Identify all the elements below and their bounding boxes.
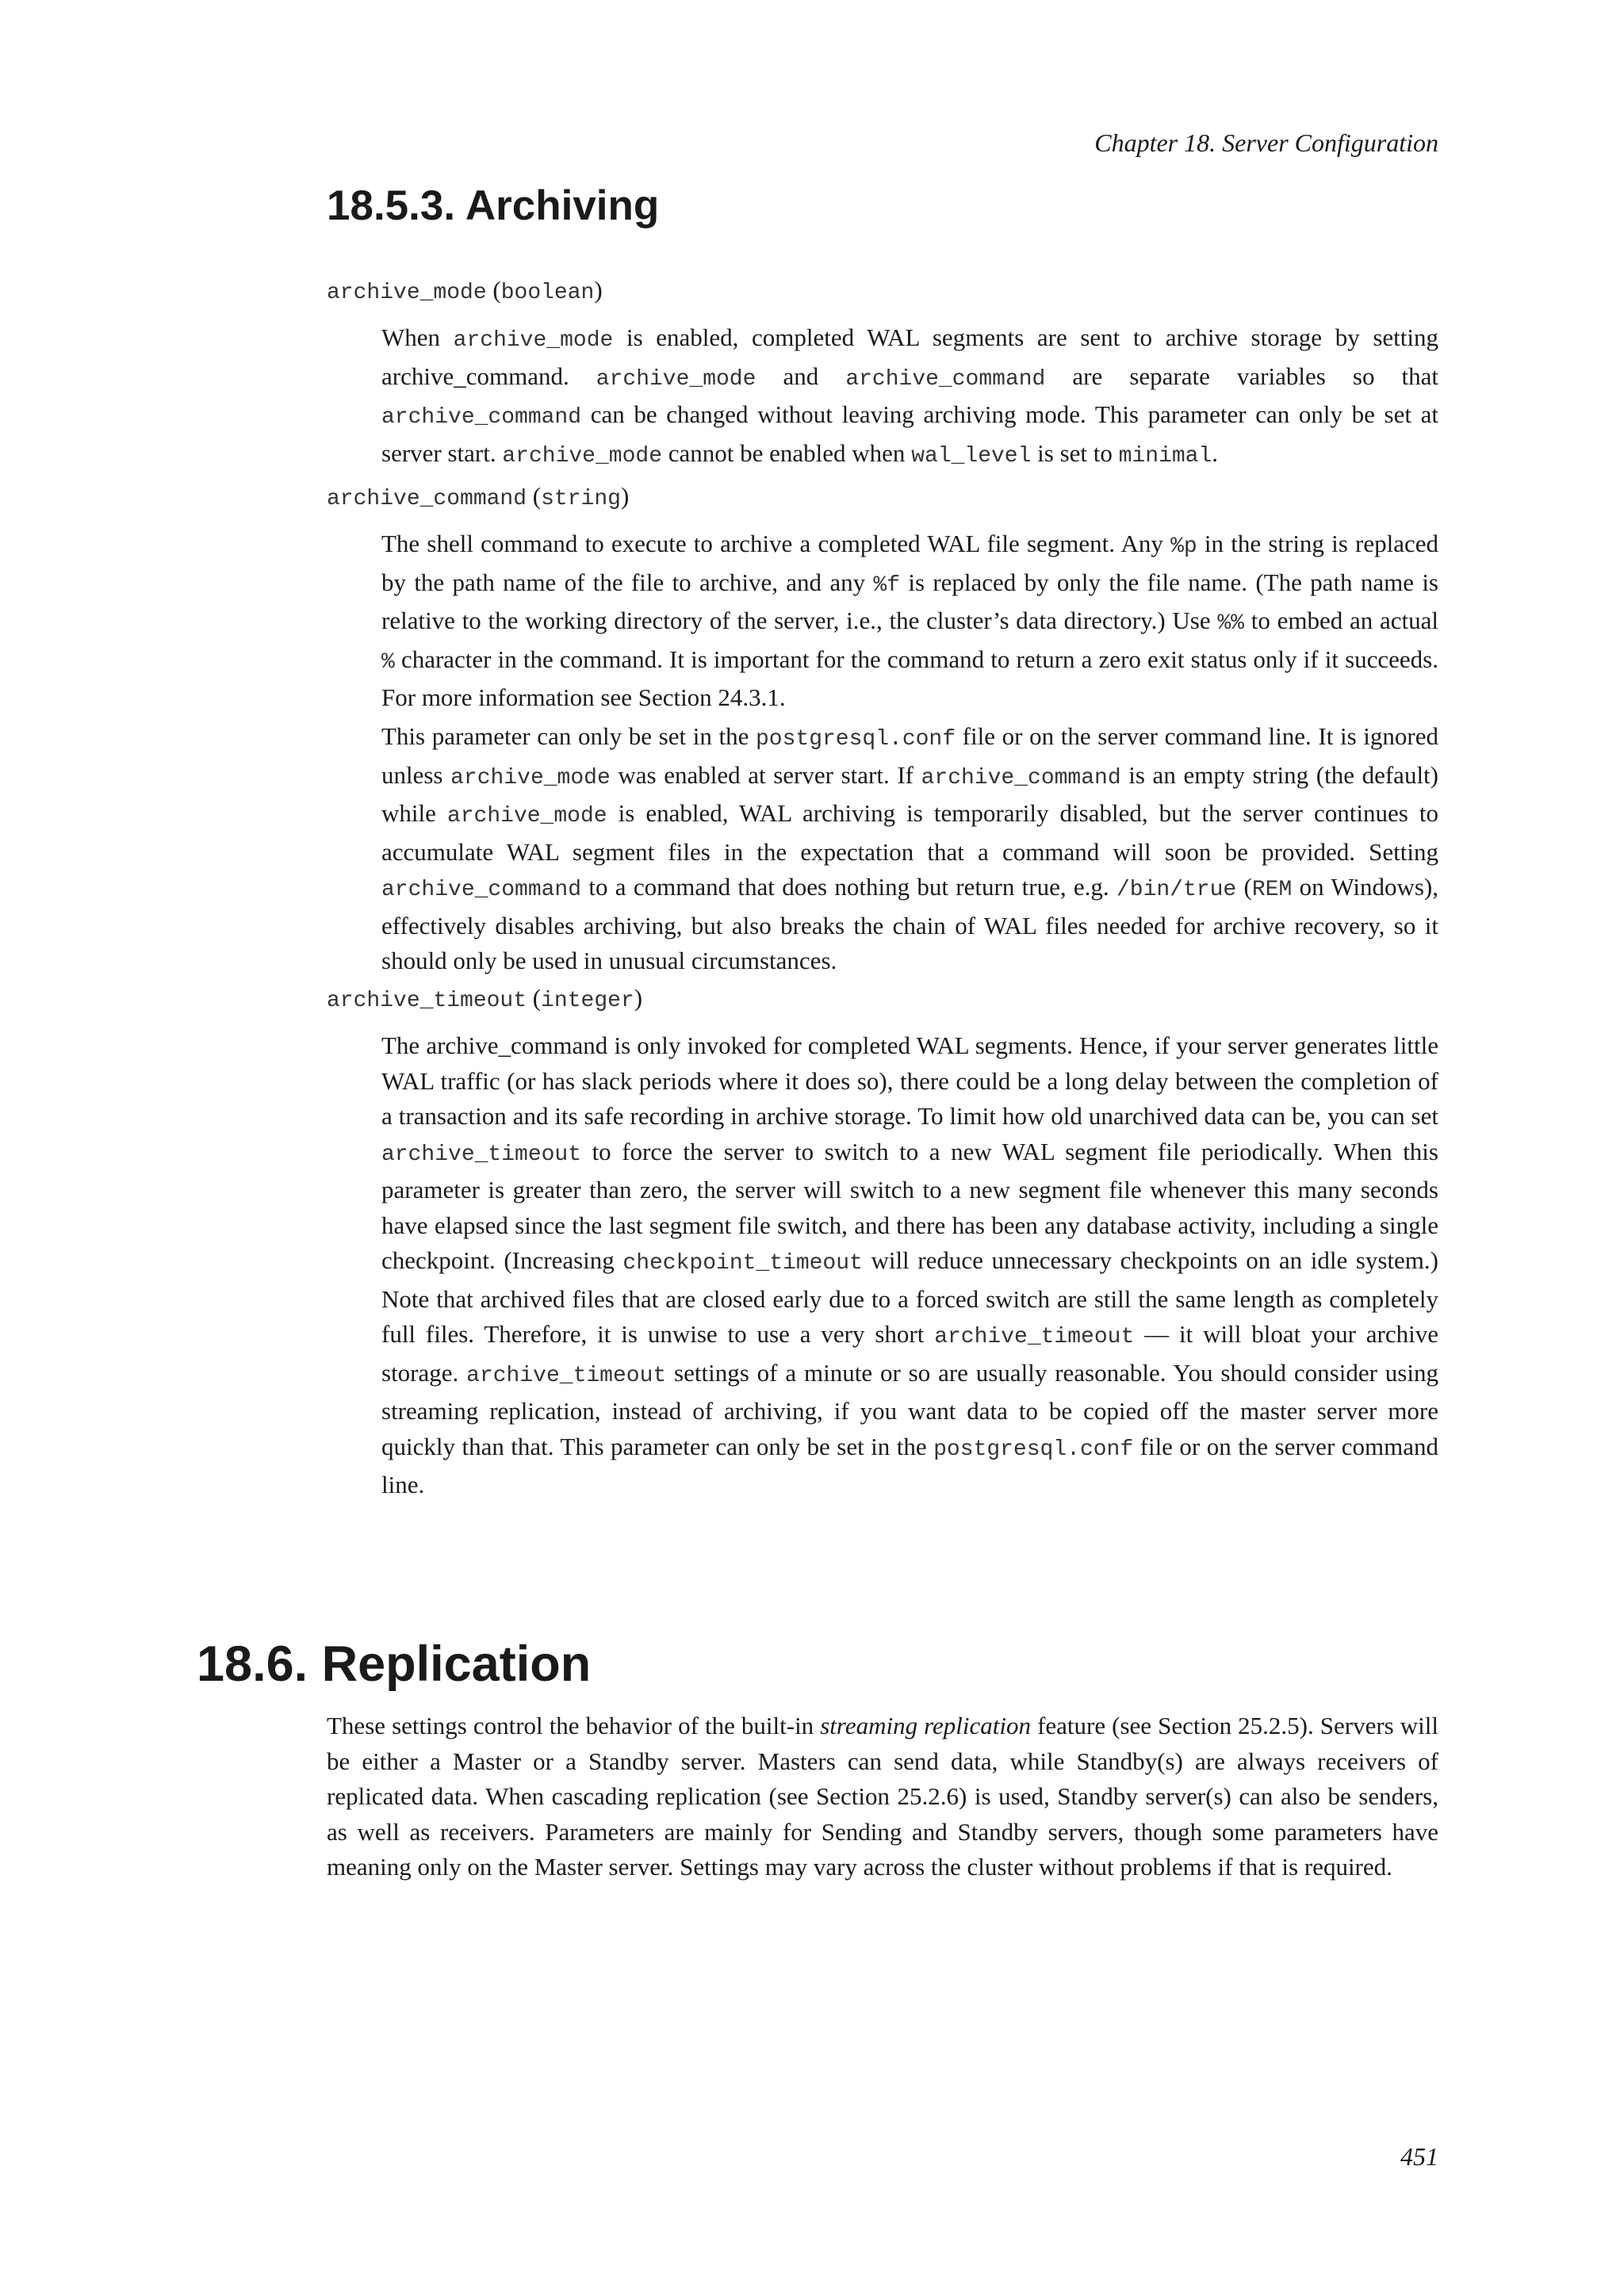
param-description-archive-mode: When archive_mode is enabled, completed WAL segments are sent to archive storage by setting archive_command. archive_mode and archive_command are separate variables so that archive_command can be changed without leaving archiving mode. This parameter can only be set at server start. archive_mode cannot be enabled when wal_level is set to minimal. — [381, 323, 1438, 469]
section-title-archiving: 18.5.3. Archiving — [327, 182, 660, 229]
param-name: archive_timeout — [327, 989, 527, 1013]
param-name: archive_mode — [327, 281, 487, 305]
page-number: 451 — [1400, 2142, 1438, 2171]
param-type: boolean — [500, 281, 595, 305]
running-header: Chapter 18. Server Configuration — [1094, 128, 1438, 157]
section-title-replication: 18.6. Replication — [197, 1636, 592, 1692]
param-description-archive-command: The shell command to execute to archive a completed WAL file segment. Any %p in the string is replaced by the path name of the file to archive, and any %f is replaced by only the file name. (The path name is relative to the working directory of the server, i.e., the cluster’s data directory.) Use %% to embed an actual % character in the command. It is important for the command to return a zero exit status only if it succeeds. For more information see Section 24.3.1. — [381, 530, 1438, 711]
replication-intro-paragraph: These settings control the behavior of the built-in streaming replication feature (see Section 25.2.5). Servers will be either a Master or a Standby server. Masters can send data, while Standby(s) are always receivers of replicated data. When cascading replication (see Section 25.2.6) is used, Standby server(s) can also be senders, as well as receivers. Parameters are mainly for Sending and Standby servers, though some parameters have meaning only on the Master server. Settings may vary across the cluster without problems if that is required. — [327, 1712, 1438, 1881]
param-type: integer — [541, 989, 634, 1013]
param-term-archive-mode: archive_mode (boolean) — [327, 276, 603, 305]
param-term-archive-timeout: archive_timeout (integer) — [327, 984, 643, 1013]
param-term-archive-command: archive_command (string) — [327, 482, 630, 511]
param-name: archive_command — [327, 487, 527, 511]
param-description-archive-timeout: The archive_command is only invoked for completed WAL segments. Hence, if your server generates little WAL traffic (or has slack periods where it does so), there could be a long delay between the completion of a transaction and its safe recording in archive storage. To limit how old unarchived data can be, you can set archive_timeout to force the server to switch to a new WAL segment file periodically. When this parameter is greater than zero, the server will switch to a new segment file whenever this many seconds have elapsed since the last segment file switch, and there has been any database activity, including a single checkpoint. (Increasing checkpoint_timeout will reduce unnecessary checkpoints on an idle system.) Note that archived files that are closed early due to a forced switch are still the same length as completely full files. Therefore, it is unwise to use a very short archive_timeout — it will bloat your archive storage. archive_timeout settings of a minute or so are usually reasonable. You should consider using streaming replication, instead of archiving, if you want data to be copied off the master server more quickly than that. This parameter can only be set in the postgresql.conf file or on the server command line. — [381, 1031, 1438, 1498]
param-description-archive-command-2: This parameter can only be set in the postgresql.conf file or on the server command line. It is ignored unless archive_mode was enabled at server start. If archive_command is an empty string (the default) while archive_mode is enabled, WAL archiving is temporarily disabled, but the server continues to accumulate WAL segment files in the expectation that a command will soon be provided. Setting archive_command to a command that does nothing but return true, e.g. /bin/true (REM on Windows), effectively disables archiving, but also breaks the chain of WAL files needed for archive recovery, so it should only be used in unusual circumstances. — [381, 722, 1439, 974]
param-type: string — [541, 487, 621, 511]
